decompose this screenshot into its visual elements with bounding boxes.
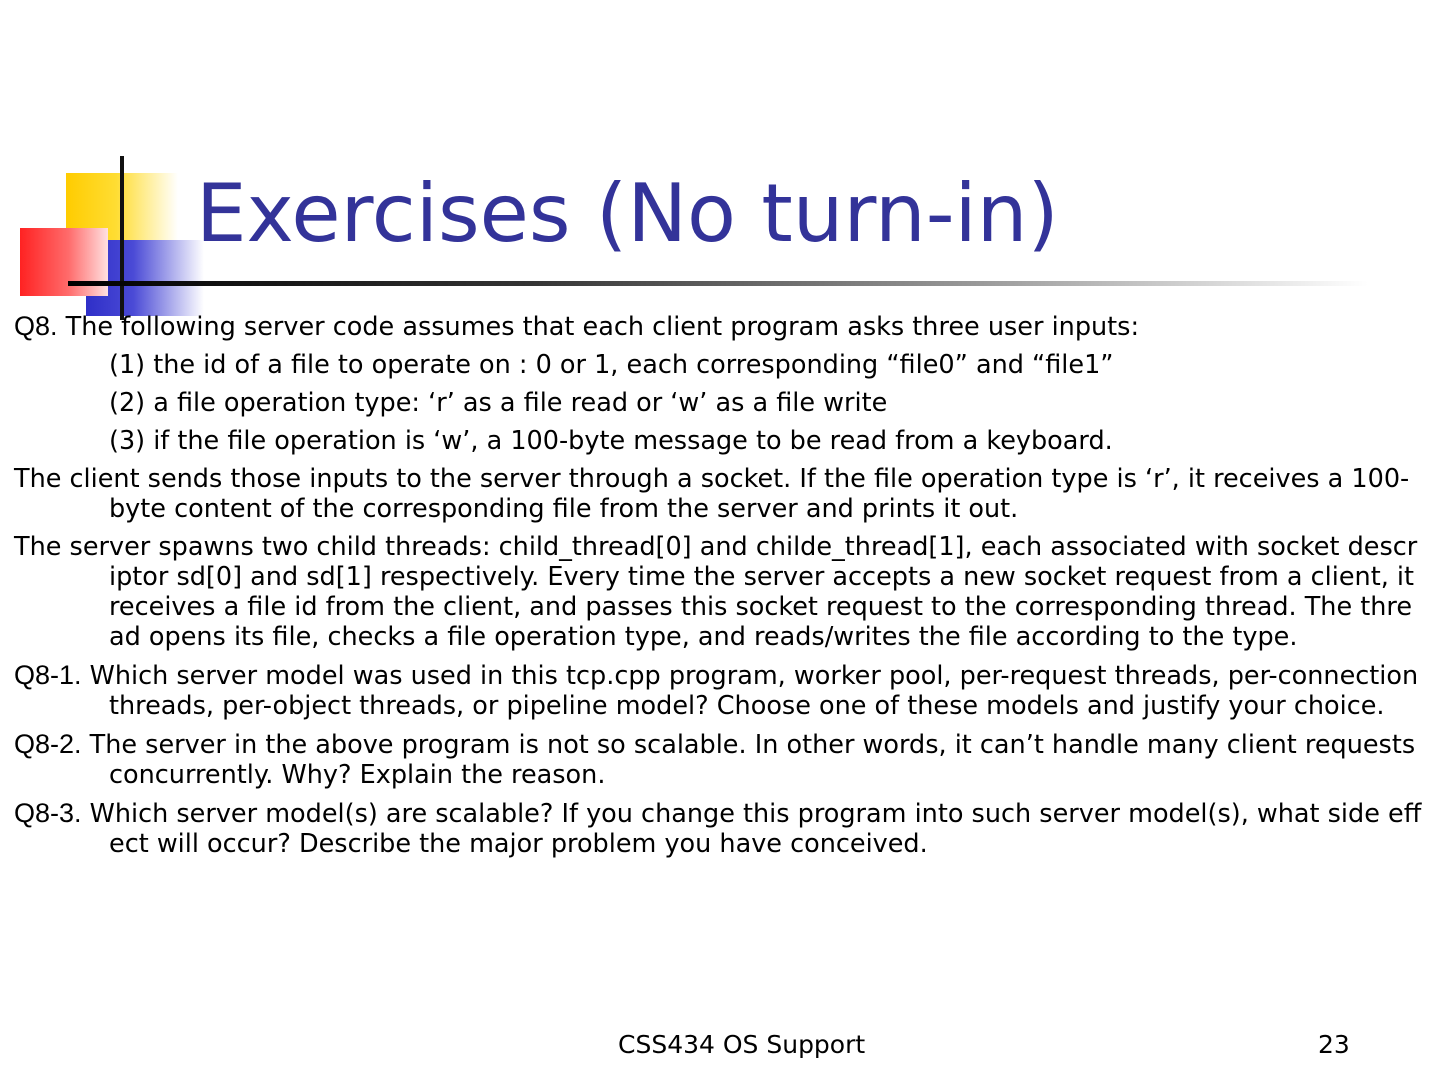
question-label: Q8.	[14, 311, 58, 341]
question-item	[14, 798, 1424, 859]
question-text: Which server model(s) are scalable? If you change this program into such server model(s), what side effect will occur? Describe the major problem you have conceived.	[89, 799, 1422, 859]
slide-body	[14, 311, 1424, 867]
question-item	[14, 660, 1424, 721]
input-item: (1) the id of a file to operate on : 0 or 1, each corresponding “file0” and “file1”	[109, 350, 1114, 380]
question-text: The following server code assumes that each client program asks three user inputs:	[65, 312, 1140, 342]
page-number: 23	[1318, 1030, 1350, 1059]
question-intro	[14, 311, 1424, 342]
slide-title: Exercises (No turn-in)	[196, 167, 1059, 260]
decor-vertical-line	[120, 156, 124, 320]
server-paragraph: The server spawns two child threads: child_thread[0] and childe_thread[1], each associated with socket descriptor sd[0] and sd[1] respectively. Every time the server accepts a new socket request from a client, it receives a file id from the client, and passes this socket request to the corresponding thread. The thread opens its file, checks a file operation type, and reads/writes the file according to the type.	[14, 532, 1418, 652]
question-label: Q8-2.	[14, 729, 82, 759]
question-text: The server in the above program is not so scalable. In other words, it can’t handle many client requests concurrently. Why? Explain the reason.	[89, 730, 1416, 790]
footer-course: CSS434 OS Support	[618, 1030, 866, 1059]
title-underline	[68, 281, 1368, 286]
input-item: (3) if the file operation is ‘w’, a 100-byte message to be read from a keyboard.	[109, 426, 1113, 456]
client-paragraph: The client sends those inputs to the server through a socket. If the file operation type is ‘r’, it receives a 100-byte content of the corresponding file from the server and prints it out.	[14, 464, 1410, 524]
question-item	[14, 729, 1424, 790]
question-text: Which server model was used in this tcp.cpp program, worker pool, per-request threads, per-connection threads, per-object threads, or pipeline model? Choose one of these models and justify your choice.	[89, 661, 1419, 721]
question-label: Q8-1.	[14, 660, 82, 690]
question-label: Q8-3.	[14, 798, 82, 828]
input-item: (2) a file operation type: ‘r’ as a file read or ‘w’ as a file write	[109, 388, 888, 418]
